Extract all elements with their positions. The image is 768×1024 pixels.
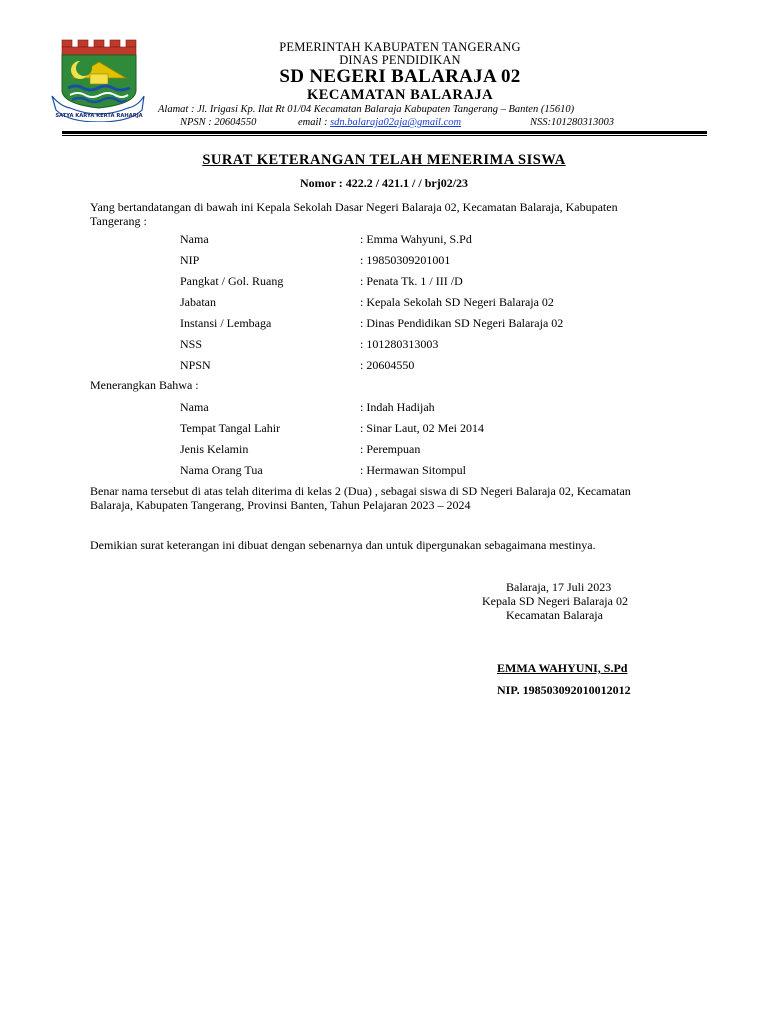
official-label: NSS [180, 337, 203, 351]
official-value: : Dinas Pendidikan SD Negeri Balaraja 02 [360, 316, 564, 330]
logo-motto: SATYA KARYA KERTA RAHARJA [55, 113, 143, 119]
student-value: : Perempuan [360, 442, 421, 456]
logo-bricks [62, 40, 136, 55]
letterhead-district: KECAMATAN BALARAJA [306, 87, 494, 103]
student-value: : Sinar Laut, 02 Mei 2014 [360, 421, 484, 435]
student-label: Tempat Tangal Lahir [180, 421, 281, 435]
official-label: Nama [180, 232, 209, 246]
letterhead-email [298, 117, 461, 128]
email-label: email : [298, 117, 328, 128]
regency-logo [50, 38, 146, 122]
body-paragraph: Benar nama tersebut di atas telah diterima di kelas 2 (Dua) , sebagai siswa di SD Negeri Balaraja 02, Kecamatan Balaraja, Kabupaten Tangerang, Provinsi Banten, Tahun Pelajaran 2023 – 2024 [90, 484, 631, 512]
letterhead-npsn: NPSN : 20604550 [180, 117, 257, 128]
email-link[interactable]: sdn.balaraja02aja@gmail.com [330, 117, 462, 128]
document-number: Nomor : 422.2 / 421.1 / / brj02/23 [299, 176, 469, 190]
intro-paragraph: Yang bertandatangan di bawah ini Kepala Sekolah Dasar Negeri Balaraja 02, Kecamatan Balaraja, Kabupaten Tangerang : [90, 200, 618, 228]
student-label: Nama Orang Tua [180, 463, 263, 477]
official-value: : Kepala Sekolah SD Negeri Balaraja 02 [360, 295, 554, 309]
signature-place-date: Balaraja, 17 Juli 2023 [506, 580, 612, 594]
student-value: : Hermawan Sitompul [360, 463, 466, 477]
signatory-name: EMMA WAHYUNI, S.Pd [497, 661, 628, 675]
student-value: : Indah Hadijah [360, 400, 435, 414]
official-label: NPSN [180, 358, 211, 372]
official-value: : 101280313003 [360, 337, 439, 351]
official-label: NIP [180, 253, 200, 267]
letterhead-school-name: SD NEGERI BALARAJA 02 [279, 66, 521, 87]
official-label: Jabatan [180, 295, 216, 309]
letterhead-government: PEMERINTAH KABUPATEN TANGERANG [279, 40, 521, 54]
student-label: Nama [180, 400, 209, 414]
official-label: Instansi / Lembaga [180, 316, 272, 330]
signatory-nip: NIP. 198503092010012012 [497, 683, 631, 697]
letterhead-address: Alamat : Jl. Irigasi Kp. Ilat Rt 01/04 Kecamatan Balaraja Kabupaten Tangerang – Banten (15610) [158, 104, 575, 115]
official-label: Pangkat / Gol. Ruang [180, 274, 284, 288]
signature-role-district: Kecamatan Balaraja [506, 608, 603, 622]
student-label: Jenis Kelamin [180, 442, 249, 456]
official-value: : Penata Tk. 1 / III /D [360, 274, 463, 288]
document-title: SURAT KETERANGAN TELAH MENERIMA SISWA [202, 152, 566, 168]
letterhead-department: DINAS PENDIDIKAN [339, 53, 461, 67]
letterhead-nss: NSS:101280313003 [530, 117, 614, 128]
closing-paragraph: Demikian surat keterangan ini dibuat dengan sebenarnya dan untuk dipergunakan sebagaimana mestinya. [90, 538, 596, 552]
letterhead-rule-thick [62, 131, 707, 134]
signature-role: Kepala SD Negeri Balaraja 02 [482, 594, 628, 608]
menerangkan-label: Menerangkan Bahwa : [90, 378, 199, 392]
official-value: : 20604550 [360, 358, 415, 372]
official-value: : Emma Wahyuni, S.Pd [360, 232, 472, 246]
letterhead-rule-thin [62, 135, 707, 136]
official-value: : 19850309201001 [360, 253, 451, 267]
